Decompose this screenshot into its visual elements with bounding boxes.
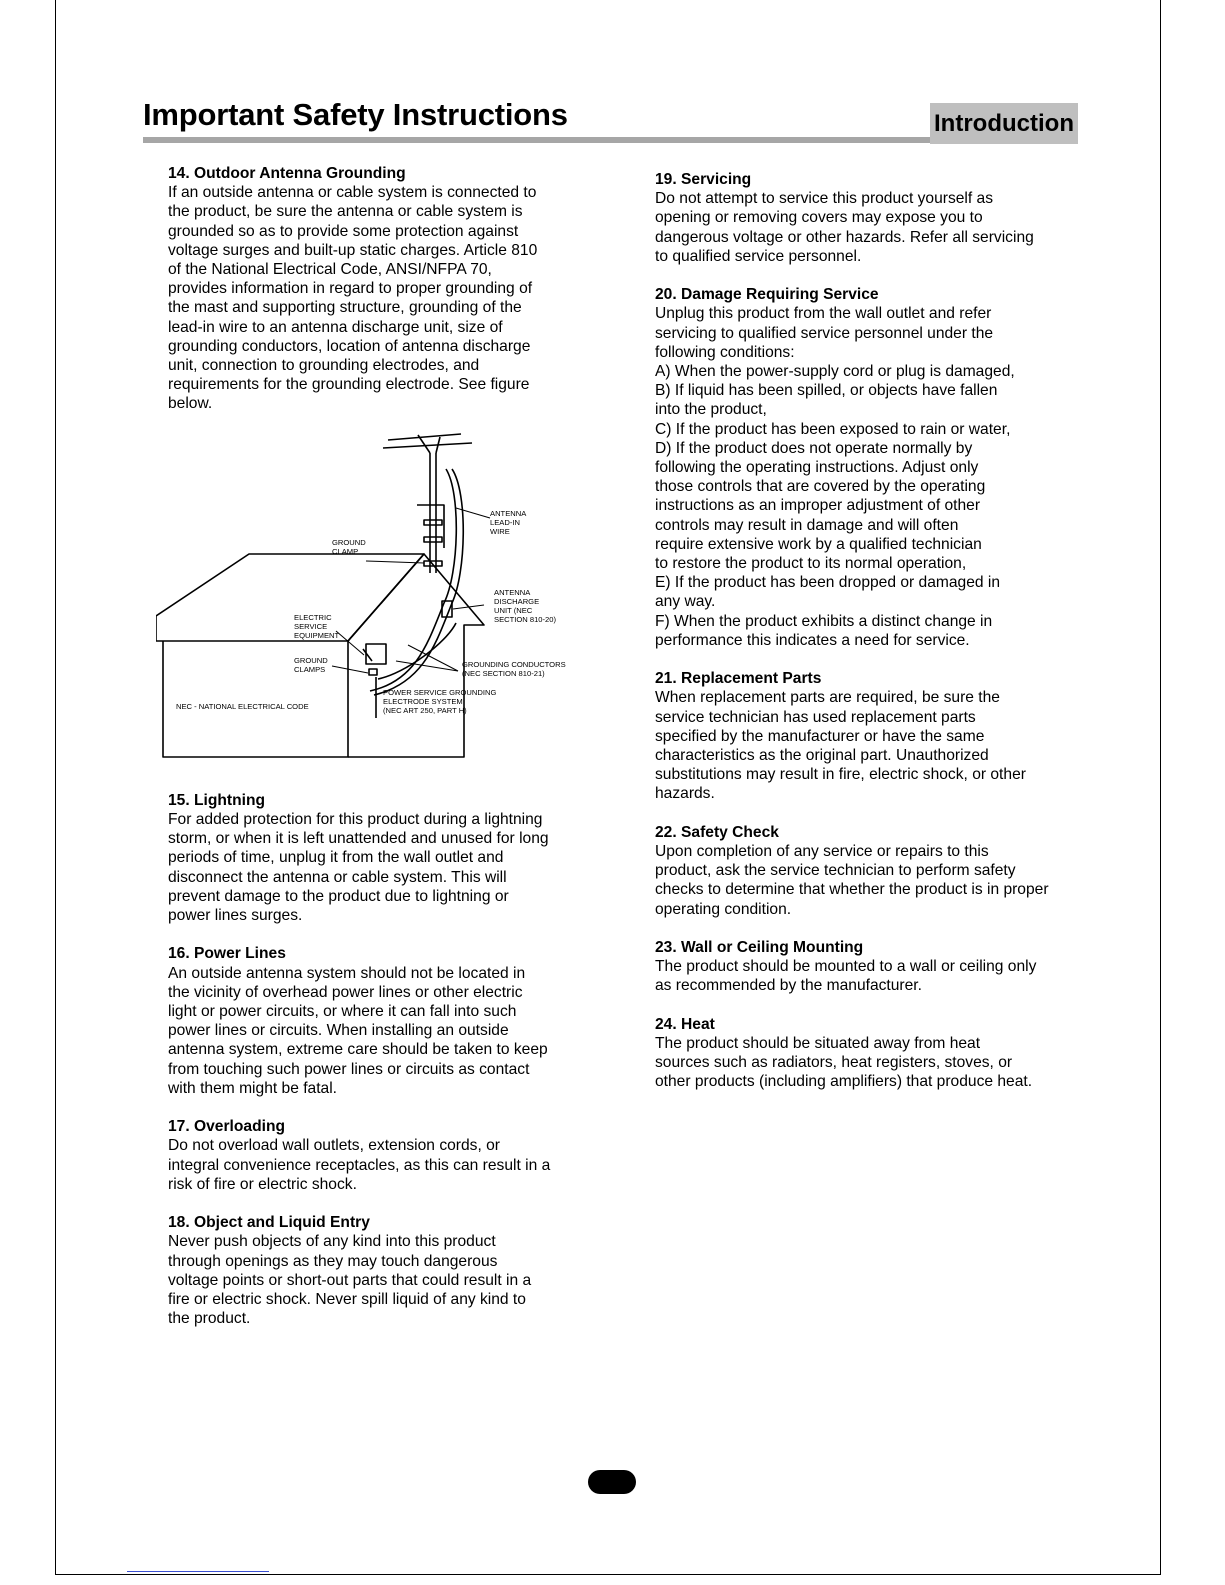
text-line: require extensive work by a qualified technician: [655, 535, 982, 553]
section-heading: 20. Damage Requiring Service: [655, 286, 879, 304]
section-16-power-lines: [168, 944, 598, 1098]
text-line: power lines surges.: [168, 907, 303, 925]
section-body: [655, 688, 1105, 803]
text-line: following conditions:: [655, 343, 795, 361]
section-body: [168, 964, 598, 1098]
label-line: ELECTRIC: [294, 612, 332, 622]
text-line: A) When the power-supply cord or plug is damaged,: [655, 363, 1015, 381]
section-18-object-and-liquid-entry: [168, 1213, 598, 1328]
text-line: Never push objects of any kind into this product: [168, 1233, 496, 1251]
section-22-safety-check: [655, 823, 1105, 919]
label-line: CLAMPS: [294, 664, 326, 674]
leader-line: [336, 631, 364, 655]
text-line: with them might be fatal.: [168, 1079, 338, 1097]
text-line: disconnect the antenna or cable system. This will: [168, 868, 507, 886]
section-14-outdoor-antenna-grounding: [168, 164, 598, 414]
text-line: requirements for the grounding electrode. See figure: [168, 376, 530, 394]
label-line: (NEC ART 250, PART H): [383, 705, 467, 715]
label-line: SERVICE: [294, 621, 328, 631]
text-line: following the operating instructions. Adjust only: [655, 459, 979, 477]
text-line: to qualified service personnel.: [655, 247, 862, 265]
text-line: other products (including amplifiers) that produce heat.: [655, 1073, 1033, 1091]
antenna-element: [388, 434, 461, 440]
label-line: ELECTRODE SYSTEM: [383, 696, 463, 706]
section-tab-introduction: Introduction: [930, 103, 1078, 144]
section-body: [168, 183, 598, 413]
text-line: storm, or when it is left unattended and unused for long: [168, 830, 549, 848]
label-grounding-conductors: [462, 660, 568, 678]
text-line: to restore the product to its normal operation,: [655, 555, 967, 573]
section-20-damage-requiring-service: [655, 285, 1105, 650]
text-line: product, ask the service technician to perform safety: [655, 862, 1016, 880]
text-line: F) When the product exhibits a distinct change in: [655, 612, 993, 630]
section-heading: 15. Lightning: [168, 791, 266, 809]
text-line: sources such as radiators, heat registers, stoves, or: [655, 1054, 1013, 1072]
section-19-servicing: [655, 170, 1105, 266]
label-line: LEAD-IN: [490, 517, 520, 527]
text-line: integral convenience receptacles, as this can result in a: [168, 1156, 551, 1174]
text-line: hazards.: [655, 785, 715, 803]
roof-edge: [348, 554, 424, 641]
section-body: [168, 1232, 598, 1328]
text-line: The product should be mounted to a wall or ceiling only: [655, 958, 1037, 976]
section-heading: 19. Servicing: [655, 171, 752, 188]
label-line: (NEC SECTION 810-21): [462, 668, 545, 678]
text-line: through openings as they may touch dangerous: [168, 1252, 498, 1270]
text-line: service technician has used replacement parts: [655, 708, 976, 726]
text-line: periods of time, unplug it from the wall outlet and: [168, 849, 504, 867]
service-box-detail: [363, 649, 372, 661]
section-heading: 21. Replacement Parts: [655, 670, 822, 688]
label-power-service-grounding: [383, 688, 498, 715]
antenna-element: [383, 443, 472, 448]
page-title: Important Safety Instructions: [143, 97, 568, 132]
text-line: Unplug this product from the wall outlet and refer: [655, 305, 992, 323]
text-line: the vicinity of overhead power lines or other electric: [168, 983, 523, 1001]
text-line: grounding conductors, location of antenna discharge: [168, 337, 531, 355]
label-antenna-lead-in-wire: [490, 509, 528, 536]
text-line: characteristics as the original part. Unauthorized: [655, 747, 989, 765]
label-line: POWER SERVICE GROUNDING: [383, 687, 497, 697]
text-line: lead-in wire to an antenna discharge unit, size of: [168, 318, 503, 336]
lead-in-wire: [374, 469, 463, 695]
right-column: [655, 170, 1105, 1111]
text-line: dangerous voltage or other hazards. Refer all servicing: [655, 228, 1034, 246]
electric-service-box: [366, 644, 386, 664]
section-23-wall-or-ceiling-mounting: [655, 938, 1105, 996]
text-line: servicing to qualified service personnel under the: [655, 324, 994, 342]
label-line: EQUIPMENT: [294, 630, 340, 640]
text-line: fire or electric shock. Never spill liquid of any kind to: [168, 1291, 526, 1309]
text-line: checks to determine that whether the product is in proper: [655, 881, 1049, 899]
section-body: [655, 189, 1105, 266]
text-line: C) If the product has been exposed to rain or water,: [655, 420, 1011, 438]
text-line: When replacement parts are required, be sure the: [655, 689, 1000, 707]
text-line: the product, be sure the antenna or cable system is: [168, 203, 523, 221]
mast-clamp: [424, 537, 442, 542]
text-line: of the National Electrical Code, ANSI/NFPA 70,: [168, 261, 492, 279]
text-line: those controls that are covered by the operating: [655, 478, 986, 496]
section-24-heat: [655, 1015, 1105, 1092]
section-heading: 14. Outdoor Antenna Grounding: [168, 165, 406, 182]
text-line: If an outside antenna or cable system is connected to: [168, 184, 537, 202]
label-electric-service-equipment: [294, 613, 340, 640]
section-17-overloading: [168, 1117, 598, 1194]
text-line: voltage surges and built-up static charges. Article 810: [168, 241, 538, 259]
antenna-grounding-svg: [156, 433, 586, 773]
antenna-grounding-diagram: [156, 433, 586, 773]
label-line: ANTENNA: [494, 587, 530, 597]
roof-line: [156, 554, 424, 641]
text-line: antenna system, extreme care should be taken to keep: [168, 1041, 548, 1059]
text-line: Do not overload wall outlets, extension cords, or: [168, 1137, 500, 1155]
mast-clamp: [424, 520, 442, 525]
text-line: light or power circuits, or where it can fall into such: [168, 1003, 517, 1021]
left-column: [168, 164, 598, 1348]
text-line: instructions as an improper adjustment of other: [655, 497, 981, 515]
section-heading: 22. Safety Check: [655, 823, 779, 841]
text-line: risk of fire or electric shock.: [168, 1175, 357, 1193]
text-line: substitutions may result in fire, electric shock, or other: [655, 766, 1026, 784]
section-15-lightning: [168, 791, 598, 925]
text-line: An outside antenna system should not be located in: [168, 964, 526, 982]
text-line: Upon completion of any service or repairs to this: [655, 843, 989, 861]
footer-link-underline: [127, 1571, 269, 1572]
text-line: The product should be situated away from heat: [655, 1035, 981, 1053]
label-line: GROUND: [332, 537, 366, 547]
text-line: specified by the manufacturer or have the same: [655, 727, 985, 745]
section-body: [655, 957, 1105, 995]
text-line: as recommended by the manufacturer.: [655, 977, 922, 995]
text-line: voltage points or short-out parts that could result in a: [168, 1271, 532, 1289]
text-line: the mast and supporting structure, grounding of the: [168, 299, 522, 317]
leader-line: [456, 508, 490, 518]
section-heading: 24. Heat: [655, 1015, 715, 1033]
label-line: GROUNDING CONDUCTORS: [462, 659, 566, 669]
label-line: SECTION 810-20): [494, 614, 557, 624]
page-number-badge: [588, 1470, 636, 1494]
leader-line: [332, 666, 368, 673]
text-line: controls may result in damage and will often: [655, 516, 959, 534]
label-line: GROUND: [294, 655, 328, 665]
label-line: WIRE: [490, 526, 510, 536]
title-rule: [143, 137, 933, 143]
section-body: [655, 304, 1105, 650]
label-ground-clamps: [294, 656, 330, 674]
label-antenna-discharge-unit: [494, 588, 557, 624]
text-line: performance this indicates a need for service.: [655, 631, 970, 649]
section-body: [655, 1034, 1105, 1092]
label-nec-note: NEC - NATIONAL ELECTRICAL CODE: [176, 701, 309, 711]
text-line: provides information in regard to proper grounding of: [168, 280, 533, 298]
text-line: opening or removing covers may expose you to: [655, 209, 983, 227]
section-body: [168, 810, 598, 925]
text-line: Do not attempt to service this product yourself as: [655, 190, 994, 208]
text-line: power lines or circuits. When installing an outside: [168, 1022, 509, 1040]
text-line: below.: [168, 395, 213, 413]
section-heading: 23. Wall or Ceiling Mounting: [655, 939, 864, 957]
text-line: the product.: [168, 1310, 251, 1328]
text-line: from touching such power lines or circuits as contact: [168, 1060, 530, 1078]
text-line: any way.: [655, 593, 716, 611]
section-heading: 16. Power Lines: [168, 945, 286, 963]
text-line: grounded so as to provide some protection against: [168, 222, 519, 240]
section-heading: 18. Object and Liquid Entry: [168, 1214, 370, 1232]
section-21-replacement-parts: [655, 669, 1105, 803]
text-line: D) If the product does not operate normally by: [655, 439, 973, 457]
text-line: prevent damage to the product due to lightning or: [168, 887, 509, 905]
label-line: UNIT (NEC: [494, 605, 533, 615]
lead-in-wire-2: [370, 469, 456, 691]
text-line: B) If liquid has been spilled, or objects have fallen: [655, 382, 998, 400]
section-body: [168, 1136, 598, 1194]
section-heading: 17. Overloading: [168, 1118, 285, 1136]
text-line: For added protection for this product during a lightning: [168, 811, 543, 829]
text-line: operating condition.: [655, 900, 792, 918]
label-line: DISCHARGE: [494, 596, 540, 606]
text-line: unit, connection to grounding electrodes, and: [168, 357, 480, 375]
text-line: E) If the product has been dropped or damaged in: [655, 574, 1001, 592]
label-line: CLAMP: [332, 546, 359, 556]
ground-clamp: [369, 669, 377, 675]
label-line: ANTENNA: [490, 508, 526, 518]
section-body: [655, 842, 1105, 919]
text-line: into the product,: [655, 401, 767, 419]
leader-line: [366, 561, 424, 563]
